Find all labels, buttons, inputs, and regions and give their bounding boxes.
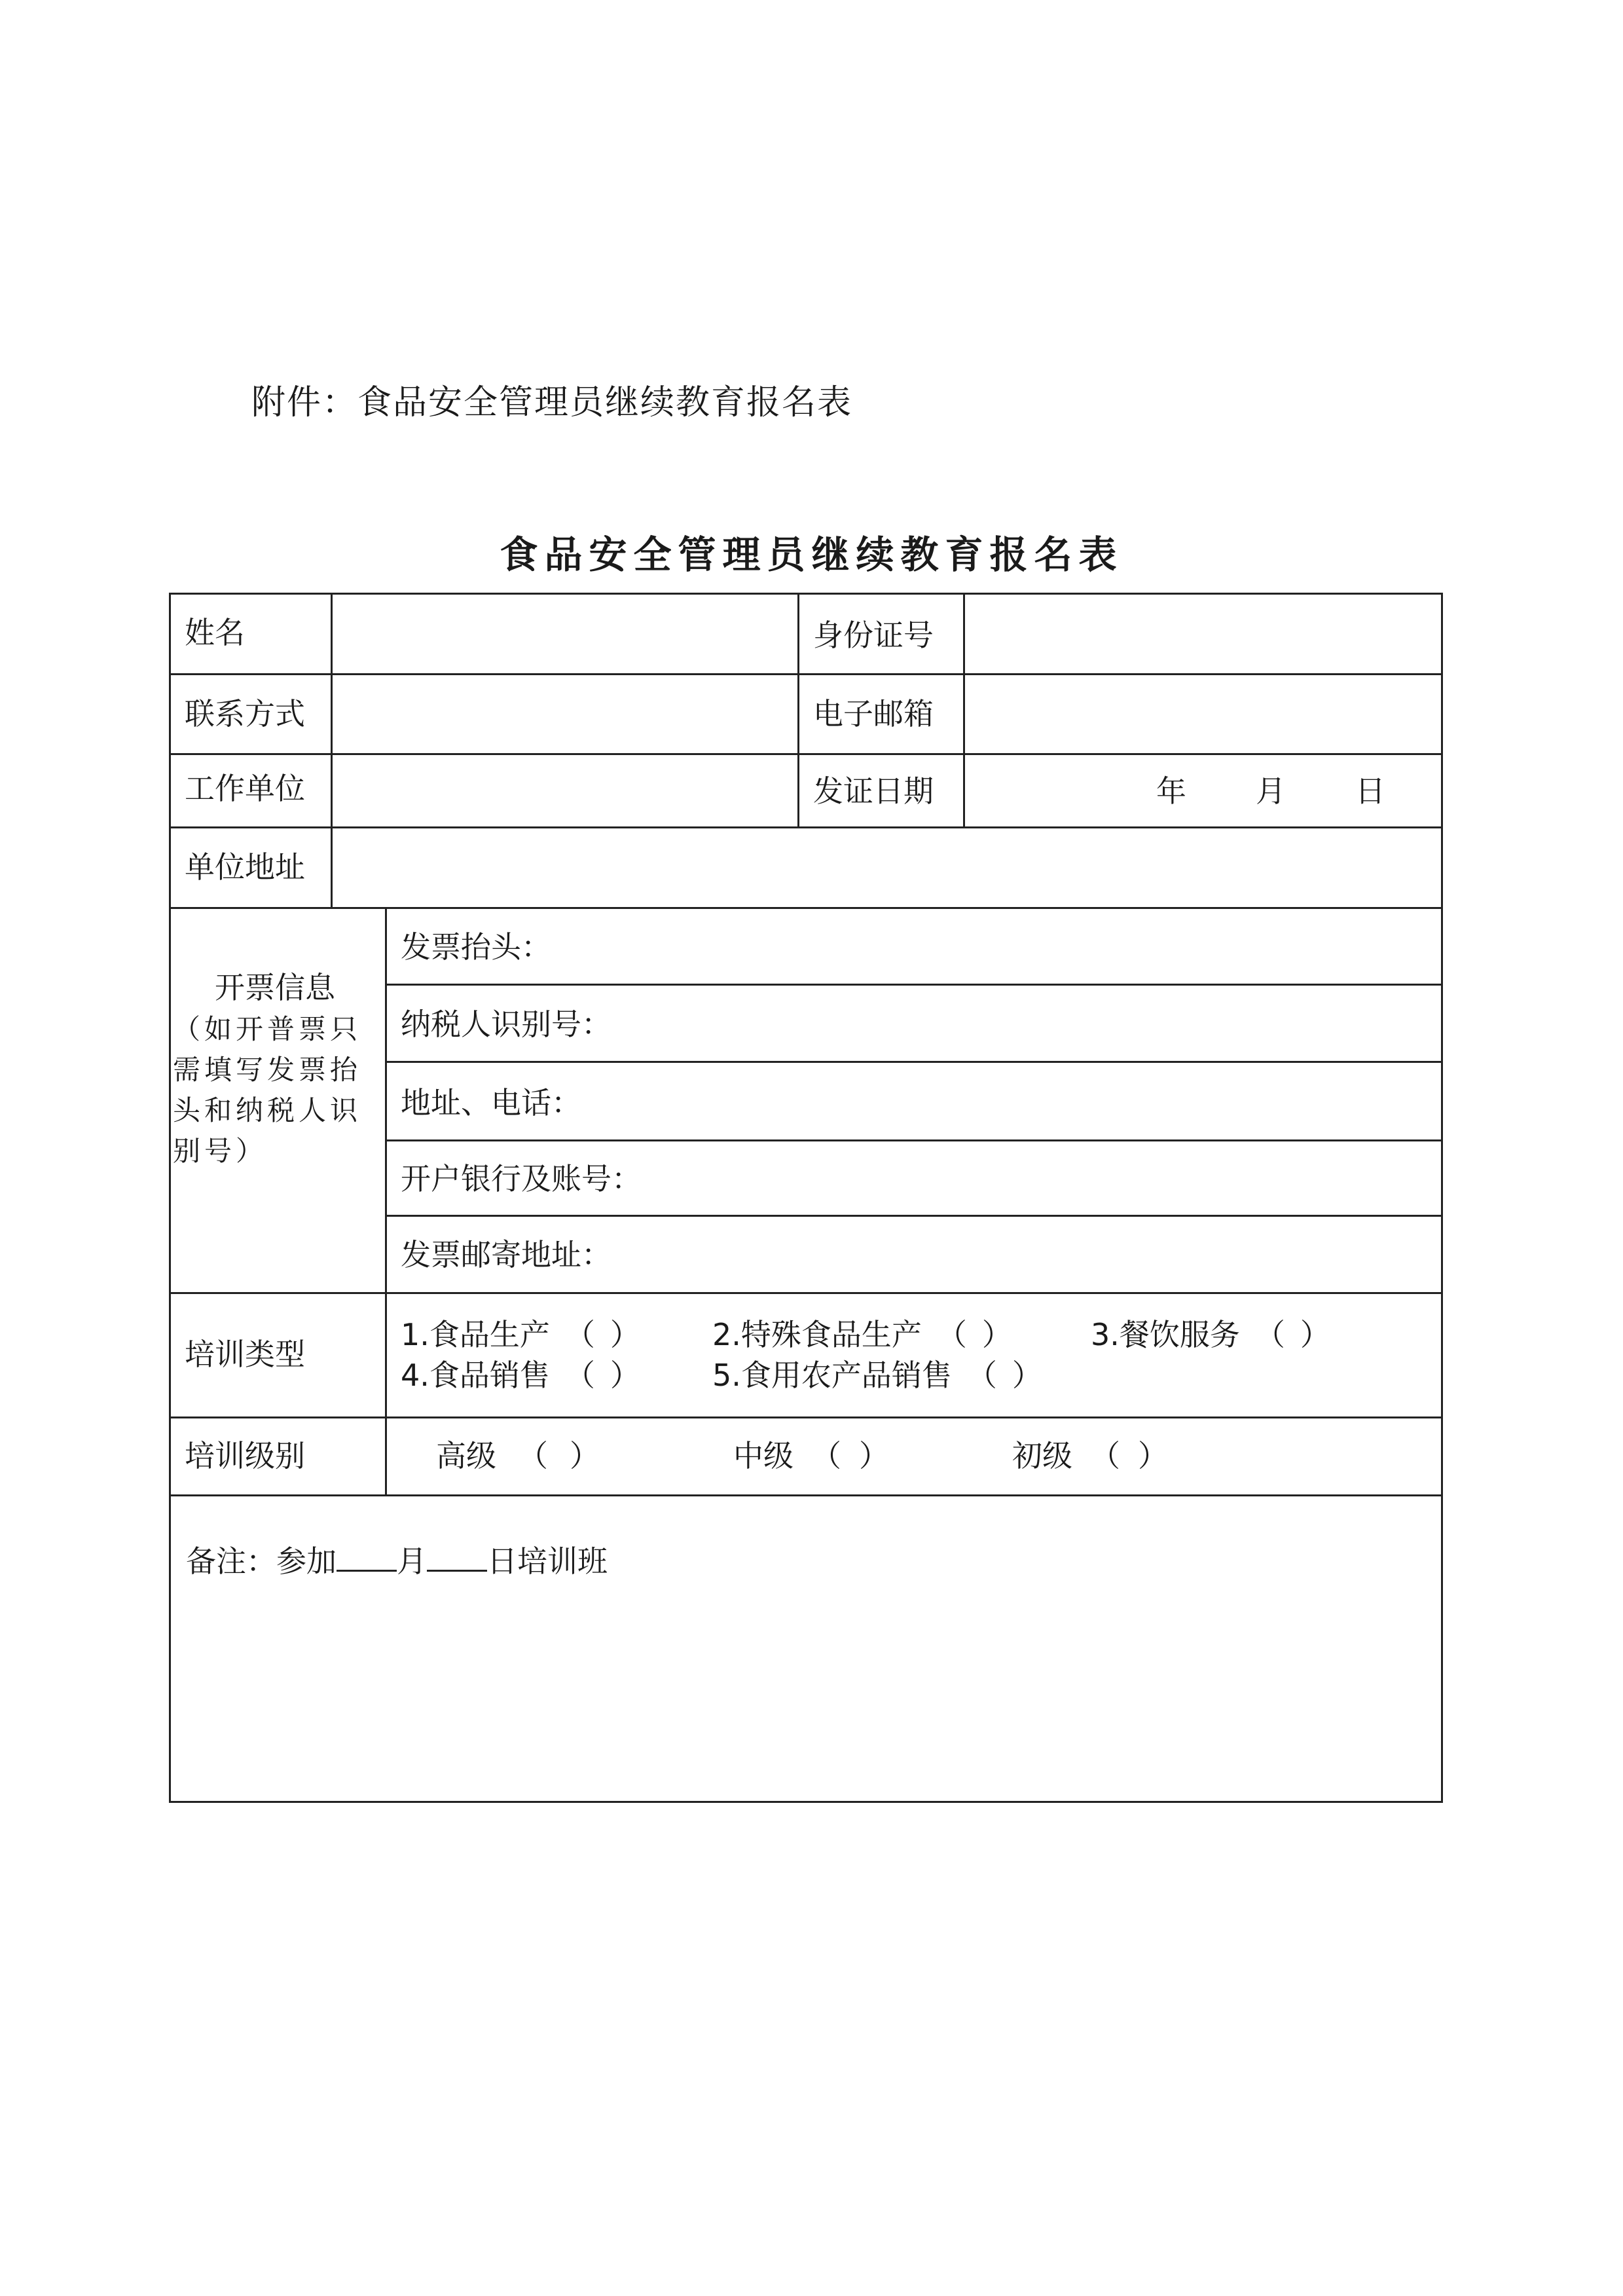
training-type-option-3[interactable] (1091, 1317, 1330, 1352)
issue-date-year: 年 (1156, 773, 1186, 809)
id-number-field[interactable] (966, 595, 1439, 672)
row-divider (169, 1416, 1443, 1418)
column-divider (963, 593, 965, 826)
employer-label: 工作单位 (185, 771, 305, 806)
training-level-advanced[interactable] (436, 1438, 600, 1473)
checkbox-close: ） (981, 1317, 1012, 1352)
invoice-divider (385, 1215, 1443, 1217)
remarks-month-blank[interactable] (337, 1542, 397, 1572)
remarks-line (186, 1542, 608, 1579)
issue-date-month: 月 (1256, 773, 1286, 809)
checkbox-open: （ (564, 1317, 595, 1352)
name-field[interactable] (334, 595, 795, 672)
checkbox-open: （ (518, 1438, 548, 1473)
training-type-label: 培训类型 (185, 1337, 305, 1372)
row-divider (169, 753, 1443, 755)
checkbox-close: ） (610, 1317, 640, 1352)
checkbox-close: ） (570, 1438, 600, 1473)
checkbox-open: （ (811, 1438, 841, 1473)
email-field[interactable] (966, 676, 1439, 752)
option-text: 初级 (1012, 1438, 1072, 1473)
id-number-label: 身份证号 (813, 618, 934, 653)
invoice-divider (385, 1061, 1443, 1063)
invoice-title-field[interactable]: 发票抬头： (401, 929, 551, 965)
remarks-suffix: 日培训班 (487, 1544, 608, 1579)
option-text: 4.食品销售 (401, 1358, 550, 1393)
contact-field[interactable] (334, 676, 795, 752)
form-title: 食品安全管理员继续教育报名表 (500, 532, 1123, 577)
option-text: 高级 (436, 1438, 496, 1473)
checkbox-close: ） (859, 1438, 889, 1473)
invoice-divider (385, 984, 1443, 986)
training-type-option-5[interactable] (712, 1358, 1042, 1393)
checkbox-close: ） (610, 1358, 640, 1393)
employer-address-field[interactable] (334, 830, 1439, 906)
checkbox-open: （ (564, 1358, 595, 1393)
remarks-day-blank[interactable] (427, 1542, 487, 1572)
email-label: 电子邮箱 (813, 696, 934, 731)
option-text: 3.餐饮服务 (1091, 1317, 1240, 1352)
checkbox-close: ） (1300, 1317, 1330, 1352)
checkbox-open: （ (1254, 1317, 1285, 1352)
checkbox-close: ） (1138, 1438, 1168, 1473)
row-divider (169, 1292, 1443, 1294)
table-border-left (169, 593, 171, 1803)
checkbox-open: （ (966, 1358, 997, 1393)
table-border-top (169, 593, 1443, 595)
table-border-right (1441, 593, 1443, 1803)
training-type-option-2[interactable] (712, 1317, 1012, 1352)
invoice-mailing-address-field[interactable]: 发票邮寄地址： (401, 1237, 611, 1272)
column-divider (331, 593, 333, 907)
training-type-option-4[interactable] (401, 1358, 640, 1393)
checkbox-close: ） (1012, 1358, 1042, 1393)
remarks-month: 月 (397, 1544, 427, 1579)
employer-address-label: 单位地址 (185, 849, 305, 885)
option-text: 中级 (733, 1438, 793, 1473)
employer-field[interactable] (334, 756, 795, 825)
invoice-divider (385, 1139, 1443, 1141)
issue-date-label: 发证日期 (813, 773, 934, 809)
remarks-prefix: 备注：参加 (186, 1544, 337, 1579)
training-type-option-1[interactable] (401, 1317, 640, 1352)
table-border-bottom (169, 1801, 1443, 1803)
option-text: 1.食品生产 (401, 1317, 550, 1352)
taxpayer-id-field[interactable]: 纳税人识别号： (401, 1007, 611, 1042)
training-level-intermediate[interactable] (733, 1438, 889, 1473)
row-divider (169, 907, 1443, 909)
column-divider (797, 593, 799, 826)
checkbox-open: （ (1090, 1438, 1120, 1473)
bank-account-field[interactable]: 开户银行及账号： (401, 1161, 642, 1196)
invoice-note: （如开普票只需填写发票抬头和纳税人识别号） (173, 1013, 362, 1167)
option-text: 5.食用农产品销售 (712, 1358, 952, 1393)
contact-label: 联系方式 (185, 696, 305, 731)
row-divider (169, 826, 1443, 828)
address-phone-field[interactable]: 地址、电话： (401, 1085, 581, 1120)
issue-date-day: 日 (1355, 773, 1385, 809)
attachment-line: 附件：食品安全管理员继续教育报名表 (251, 383, 853, 422)
invoice-heading: 开票信息 (215, 970, 335, 1005)
training-level-label: 培训级别 (185, 1438, 305, 1473)
column-divider (385, 907, 387, 1494)
row-divider (169, 673, 1443, 675)
option-text: 2.特殊食品生产 (712, 1317, 922, 1352)
training-level-beginner[interactable] (1012, 1438, 1168, 1473)
checkbox-open: （ (936, 1317, 967, 1352)
name-label: 姓名 (185, 615, 245, 650)
row-divider (169, 1494, 1443, 1496)
registration-form (169, 593, 1443, 1804)
